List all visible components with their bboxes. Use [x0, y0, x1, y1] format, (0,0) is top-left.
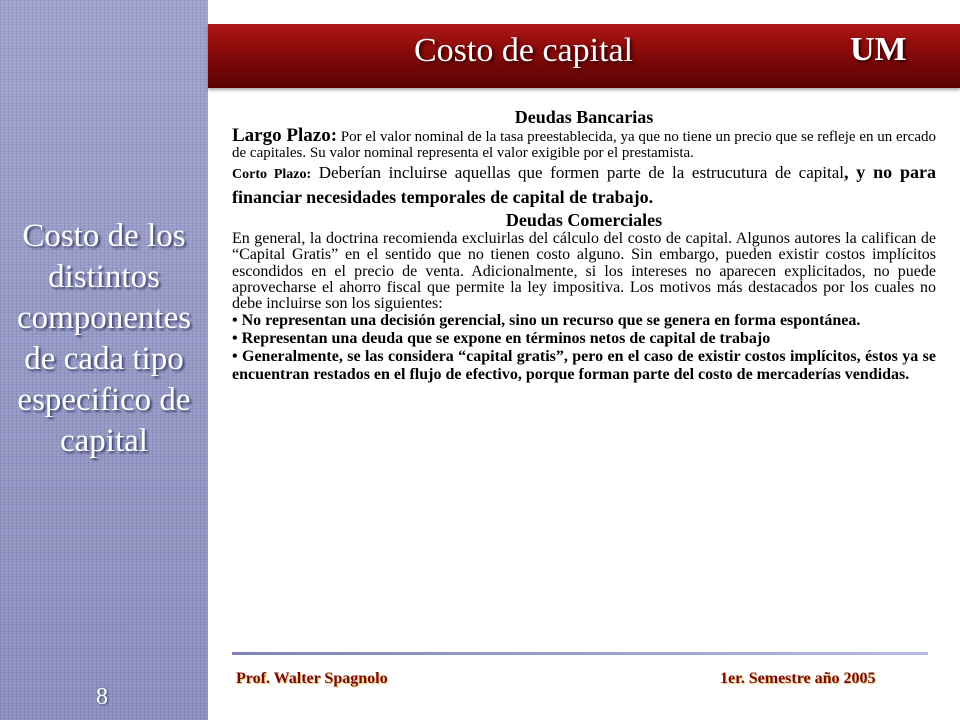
bullet-item: • No representan una decisión gerencial, sino un recurso que se genera en forma espontánea. — [232, 312, 861, 330]
sidebar-title-line: Costo de los — [22, 218, 186, 254]
sidebar-title-line: de cada tipo — [24, 341, 184, 377]
sidebar-title-line: capital — [60, 423, 148, 459]
slide-content — [232, 106, 936, 384]
footer-divider — [232, 652, 928, 655]
text-largo-plazo: Por el valor nominal de la tasa preestablecida, ya que no tiene un precio que se refleje en un ercado de capitales. Su valor nominal representa el valor exigible por el prestamista. — [232, 129, 936, 161]
page-title: Costo de capital — [414, 32, 634, 69]
sidebar-title-line: distintos — [48, 259, 160, 295]
paragraph-largo-plazo — [232, 125, 936, 161]
term-corto-plazo: Corto Plazo: — [232, 167, 312, 182]
text-corto-plazo-emphasis: , y no para financiar necesidades temporales de capital de trabajo. — [232, 162, 936, 207]
paragraph-comerciales: En general, la doctrina recomienda excluirlas del cálculo del costo de capital. Algunos autores la califican de “Capital Gratis” en el sentido que no tienen costo alguno. Sin embargo, pueden existir costos implícitos escondidos en el precio de venta. Adicionalmente, si los intereses no aparecen explicitados, no puede aprovecharse el ahorro fiscal que permite la ley impositiva. Los motivos más destacados por los cuales no debe incluirse son los siguientes: — [232, 230, 936, 313]
bullet-item: • Representan una deuda que se expone en términos netos de capital de trabajo — [232, 330, 771, 348]
paragraph-corto-plazo — [232, 161, 936, 209]
footer-author: Prof. Walter Spagnolo — [236, 670, 388, 687]
title-banner — [208, 24, 960, 88]
section-heading-comerciales: Deudas Comerciales — [505, 210, 663, 230]
section-heading-bancarias: Deudas Bancarias — [514, 107, 654, 127]
sidebar-title-line: especifico de — [17, 382, 191, 418]
bullet-item: • Generalmente, se las considera “capital gratis”, pero en el caso de existir costos implícitos, éstos ya se encuentran restados en el flujo de efectivo, porque forman parte del costo de mercaderías vendidas. — [232, 348, 936, 384]
sidebar — [0, 0, 208, 720]
sidebar-title-line: componentes — [16, 300, 192, 336]
term-largo-plazo: Largo Plazo: — [232, 125, 338, 146]
footer-term: 1er. Semestre año 2005 — [720, 670, 876, 687]
slide-number: 8 — [96, 684, 108, 710]
text-corto-plazo: Deberían incluirse aquellas que formen parte de la estrucutura de capital — [311, 163, 844, 182]
sidebar-title — [4, 216, 204, 462]
um-logo: UM — [850, 31, 907, 68]
